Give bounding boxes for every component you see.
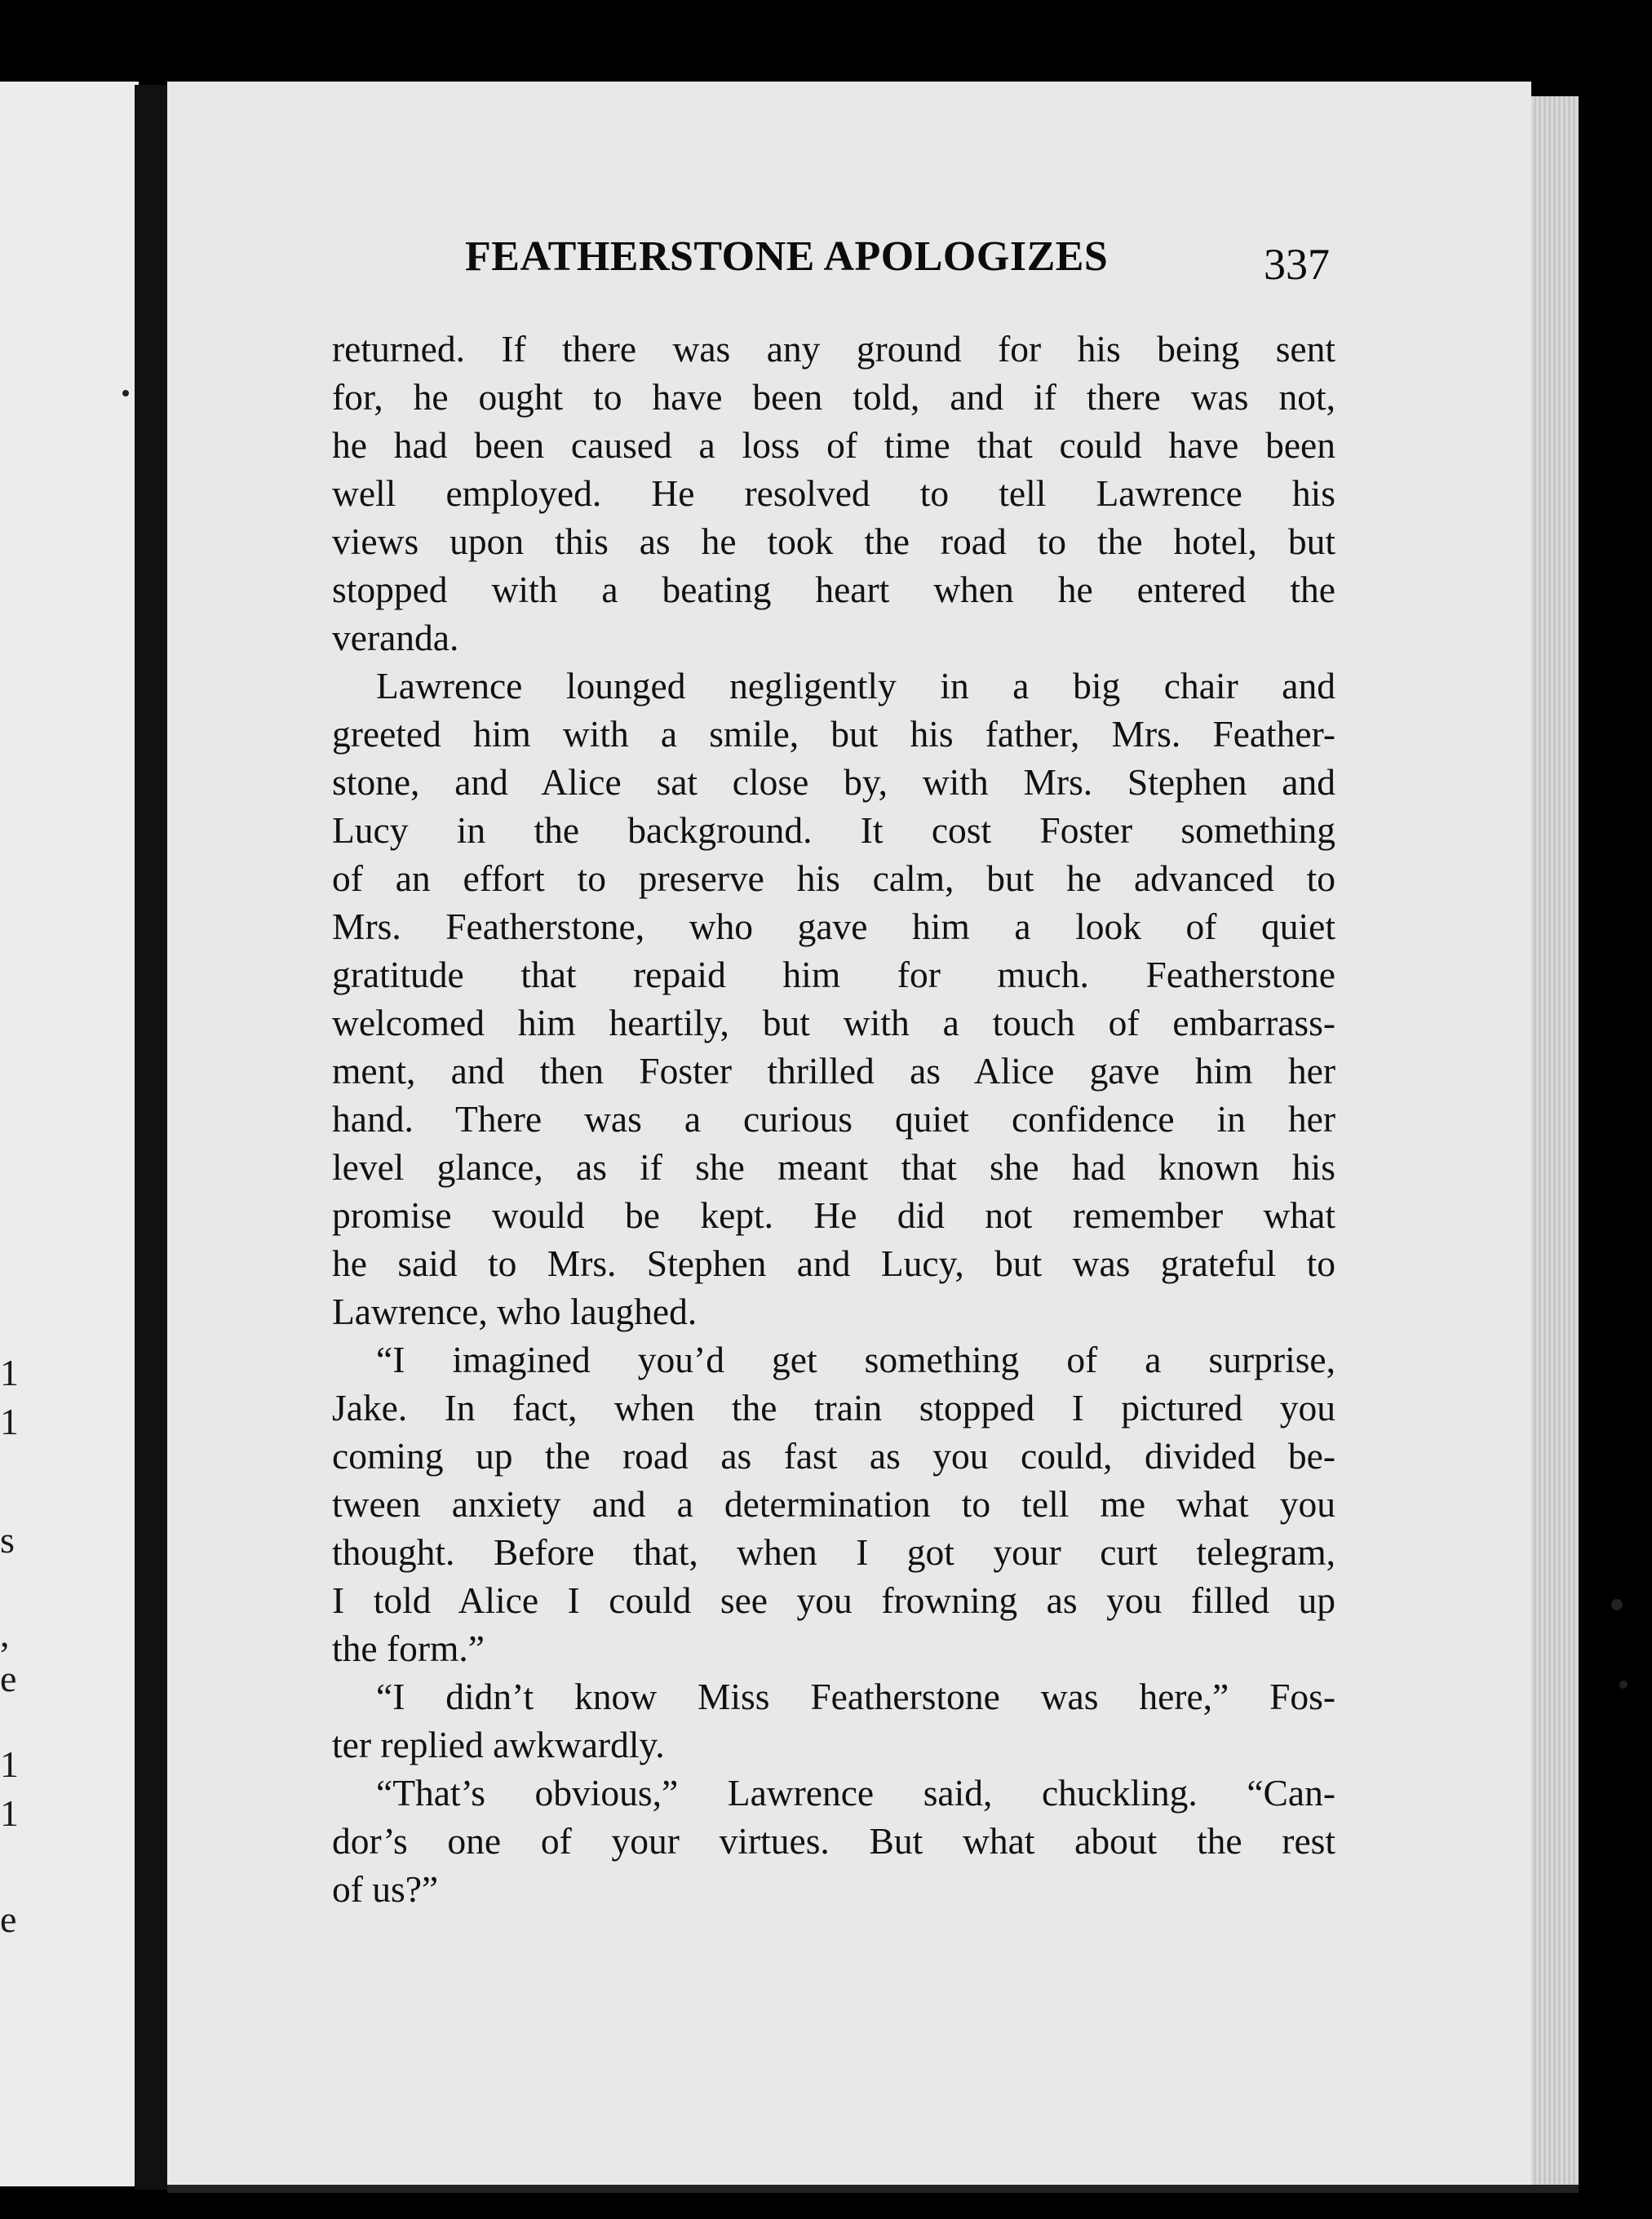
text-line: “I imagined you’d get something of a surprise, <box>376 1339 1335 1380</box>
facing-page-fragment: s <box>0 1519 15 1561</box>
facing-page-fragment: 1 <box>0 1401 19 1442</box>
text-line: stopped with a beating heart when he entered the <box>332 569 1335 610</box>
text-line: Lawrence, who laughed. <box>332 1291 698 1332</box>
text-line: he had been caused a loss of time that could have been <box>332 424 1335 466</box>
text-line: “That’s obvious,” Lawrence said, chuckling. “Can- <box>376 1772 1335 1814</box>
text-line: Lawrence lounged negligently in a big chair and <box>376 665 1335 706</box>
text-line: ter replied awkwardly. <box>332 1724 665 1765</box>
text-line: returned. If there was any ground for his being sent <box>332 328 1335 370</box>
page-header <box>465 233 1330 298</box>
dust-speck <box>1611 1599 1623 1610</box>
text-line: ment, and then Foster thrilled as Alice gave him her <box>332 1050 1335 1092</box>
text-line: views upon this as he took the road to the hotel, but <box>332 520 1335 562</box>
text-line: stone, and Alice sat close by, with Mrs. Stephen and <box>332 761 1335 803</box>
dust-speck <box>122 390 129 396</box>
facing-page-fragment: 1 <box>0 1352 19 1393</box>
book-gutter <box>135 85 167 2190</box>
facing-page-fragment: e <box>0 1658 17 1699</box>
text-line: level glance, as if she meant that she had known his <box>332 1146 1335 1188</box>
facing-page-fragment: 1 <box>0 1743 19 1785</box>
body-text <box>332 325 1335 1913</box>
dust-speck <box>1619 1681 1628 1689</box>
page-number: 337 <box>1264 240 1330 289</box>
text-line: “I didn’t know Miss Featherstone was here,” Fos- <box>376 1676 1335 1717</box>
text-line: welcomed him heartily, but with a touch of embarrass- <box>332 1002 1335 1043</box>
text-line: thought. Before that, when I got your curt telegram, <box>332 1531 1335 1573</box>
facing-page-edge <box>0 82 139 2186</box>
text-line: veranda. <box>332 617 459 658</box>
text-line: Jake. In fact, when the train stopped I pictured you <box>332 1387 1335 1428</box>
text-line: of an effort to preserve his calm, but he advanced to <box>332 857 1335 899</box>
text-line: promise would be kept. He did not remember what <box>332 1194 1335 1236</box>
facing-page-fragment: , <box>0 1613 10 1654</box>
text-line: of us?” <box>332 1868 439 1910</box>
text-line: he said to Mrs. Stephen and Lucy, but was grateful to <box>332 1242 1335 1284</box>
text-line: for, he ought to have been told, and if there was not, <box>332 376 1335 418</box>
text-line: dor’s one of your virtues. But what about the rest <box>332 1820 1335 1862</box>
text-line: tween anxiety and a determination to tell me what you <box>332 1483 1335 1525</box>
facing-page-fragment: 1 <box>0 1792 19 1834</box>
page-fore-edge <box>1531 96 1579 2185</box>
page-bottom-edge <box>167 2185 1579 2193</box>
text-line: Mrs. Featherstone, who gave him a look of quiet <box>332 906 1335 947</box>
running-head: FEATHERSTONE APOLOGIZES <box>465 233 1109 280</box>
text-line: coming up the road as fast as you could, divided be- <box>332 1435 1335 1477</box>
text-line: I told Alice I could see you frowning as you filled up <box>332 1579 1335 1621</box>
text-line: well employed. He resolved to tell Lawrence his <box>332 472 1335 514</box>
text-line: the form.” <box>332 1628 485 1669</box>
text-line: Lucy in the background. It cost Foster something <box>332 809 1335 851</box>
text-line: greeted him with a smile, but his father, Mrs. Feather- <box>332 713 1335 755</box>
text-line: gratitude that repaid him for much. Featherstone <box>332 954 1335 995</box>
text-line: hand. There was a curious quiet confidence in her <box>332 1098 1335 1140</box>
facing-page-fragment: e <box>0 1898 17 1940</box>
